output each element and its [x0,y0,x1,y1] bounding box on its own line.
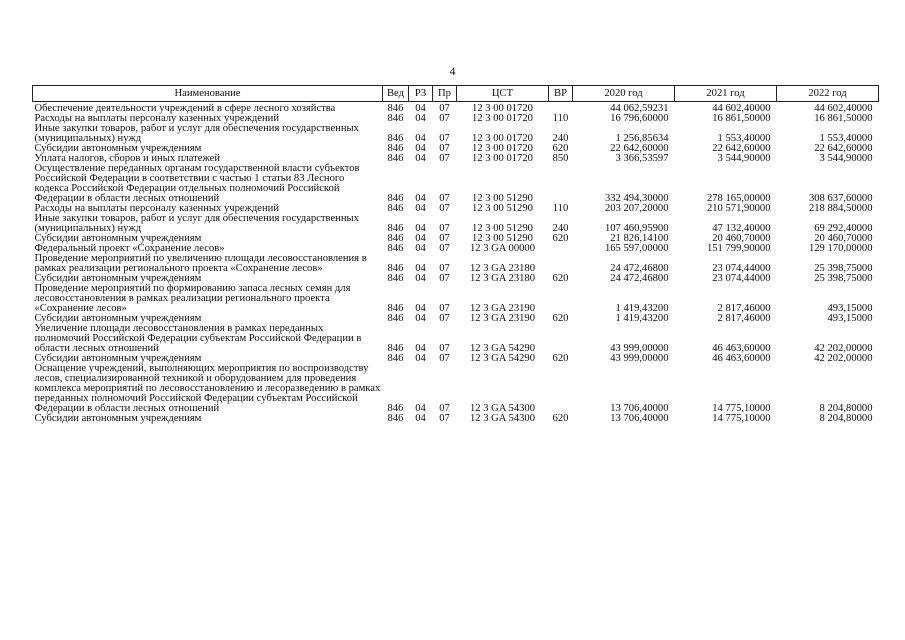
header-cst: ЦСТ [457,86,549,102]
row-name: Субсидии автономным учреждениям [34,353,202,364]
row-pr: 07 [439,343,450,354]
row-amount-2021: 2 817,46000 [717,303,771,314]
row-cst: 12 3 GA 54290 [469,343,536,354]
row-name: Субсидии автономным учреждениям [34,273,202,284]
row-vr: 110 [552,113,569,124]
row-name: Оснащение учреждений, выполняющих мероприятия по воспроизводству лесов, специализированной техникой и оборудованием для проведения комплекса мероприятий по лесовосстановлению и лесоразведению в рамках переданных полномочий Российской Федерации субъектам Российской Федерации в области лесных отношений [34,363,381,414]
row-amount-2022: 20 460,70000 [814,233,873,244]
row-amount-2021: 20 460,70000 [712,233,771,244]
row-ved: 846 [387,343,404,354]
row-ved: 846 [387,313,404,324]
row-rz: 04 [415,343,426,354]
row-vr: 620 [552,313,569,324]
row-amount-2021: 1 553,40000 [717,133,771,144]
row-name: Обеспечение деятельности учреждений в сфере лесного хозяйства [34,103,336,114]
row-rz: 04 [415,353,426,364]
row-amount-2021: 2 817,46000 [717,313,771,324]
row-amount-2022: 493,15000 [827,303,873,314]
row-pr: 07 [439,223,450,234]
row-amount-2022: 25 398,75000 [814,263,873,274]
row-amount-2020: 1 256,85634 [615,133,669,144]
header-vr: ВР [549,86,573,102]
row-rz: 04 [415,303,426,314]
row-vr [549,254,573,274]
row-rz: 04 [415,103,426,114]
row-name: Федеральный проект «Сохранение лесов» [34,243,225,254]
row-amount-2021: 278 165,00000 [706,193,771,204]
row-amount-2022: 308 637,60000 [808,193,873,204]
row-rz: 04 [415,143,426,154]
row-name: Расходы на выплаты персоналу казенных учреждений [34,113,279,124]
row-ved: 846 [387,403,404,414]
row-name: Иные закупки товаров, работ и услуг для обеспечения государственных (муниципальных) нужд [34,213,359,234]
row-rz: 04 [415,413,426,424]
table-row [33,284,879,314]
row-amount-2020: 165 597,00000 [604,243,669,254]
row-amount-2020: 43 999,00000 [610,353,669,364]
row-amount-2020: 44 062,59231 [610,103,669,114]
row-ved: 846 [387,203,404,214]
table-row [33,254,879,274]
header-ved: Вед [383,86,409,102]
row-amount-2022: 1 553,40000 [819,133,873,144]
row-amount-2022: 8 204,80000 [819,403,873,414]
row-cst: 12 3 00 01720 [472,113,533,124]
table-header-row [33,86,879,102]
row-amount-2020: 24 472,46800 [610,263,669,274]
table-row [33,324,879,354]
header-2022: 2022 год [777,86,879,102]
row-ved: 846 [387,233,404,244]
row-name: Субсидии автономным учреждениям [34,413,202,424]
row-rz: 04 [415,403,426,414]
row-rz: 04 [415,133,426,144]
row-amount-2020: 43 999,00000 [610,343,669,354]
row-rz: 04 [415,243,426,254]
row-amount-2021: 14 775,10000 [712,413,771,424]
row-name: Расходы на выплаты персоналу казенных учреждений [34,203,279,214]
row-amount-2022: 25 398,75000 [814,273,873,284]
row-amount-2020: 13 706,40000 [610,403,669,414]
row-amount-2022: 22 642,60000 [814,143,873,154]
row-amount-2021: 23 074,44000 [712,263,771,274]
row-cst: 12 3 00 51290 [472,203,533,214]
row-rz: 04 [415,273,426,284]
row-pr: 07 [439,273,450,284]
row-ved: 846 [387,143,404,154]
row-name: Осуществление переданных органам государственной власти субъектов Российской Федерации в соответствии с частью 1 статьи 83 Лесного кодекса Российской Федерации отдельных полномочий Российской Федерации в области лесных отношений [34,163,360,204]
row-amount-2020: 3 366,53597 [615,153,669,164]
row-pr: 07 [439,303,450,314]
row-pr: 07 [439,113,450,124]
row-amount-2021: 47 132,40000 [712,223,771,234]
row-name: Иные закупки товаров, работ и услуг для обеспечения государственных (муниципальных) нужд [34,123,359,144]
row-cst: 12 3 GA 23190 [469,303,536,314]
row-pr: 07 [439,193,450,204]
row-ved: 846 [387,303,404,314]
row-pr: 07 [439,143,450,154]
row-cst: 12 3 00 01720 [472,103,533,114]
row-name: Увеличение площади лесовосстановления в рамках переданных полномочий Российской Федерации субъектам Российской Федерации в области лесных отношений [34,323,362,354]
row-name: Проведение мероприятий по увеличению площади лесовосстановления в рамках реализации регионального проекта «Сохранение лесов» [34,253,367,274]
row-name: Проведение мероприятий по формированию запаса лесных семян для лесовосстановления в рамках реализации регионального проекта «Сохранение лесов» [34,283,351,314]
header-name: Наименование [33,86,383,102]
row-ved: 846 [387,223,404,234]
row-amount-2020: 1 419,43200 [615,303,669,314]
row-cst: 12 3 GA 23190 [469,313,536,324]
row-cst: 12 3 00 01720 [472,143,533,154]
row-rz: 04 [415,313,426,324]
row-ved: 846 [387,193,404,204]
row-name: Субсидии автономным учреждениям [34,313,202,324]
header-2021: 2021 год [675,86,777,102]
row-pr: 07 [439,413,450,424]
row-cst: 12 3 GA 54290 [469,353,536,364]
row-cst: 12 3 GA 54300 [469,403,536,414]
row-cst: 12 3 GA 23180 [469,263,536,274]
row-pr: 07 [439,263,450,274]
row-amount-2021: 16 861,50000 [712,113,771,124]
row-amount-2020: 24 472,46800 [610,273,669,284]
row-amount-2022: 69 292,40000 [814,223,873,234]
row-vr: 620 [552,233,569,244]
header-pr: Пр [433,86,457,102]
row-vr [549,284,573,314]
row-amount-2021: 22 642,60000 [712,143,771,154]
row-vr: 620 [552,143,569,154]
row-pr: 07 [439,233,450,244]
row-name: Субсидии автономным учреждениям [34,233,202,244]
row-ved: 846 [387,273,404,284]
row-ved: 846 [387,153,404,164]
row-amount-2021: 46 463,60000 [712,353,771,364]
row-ved: 846 [387,113,404,124]
row-amount-2021: 14 775,10000 [712,403,771,414]
row-vr: 110 [552,203,569,214]
row-amount-2021: 3 544,90000 [717,153,771,164]
row-vr [549,364,573,414]
row-amount-2022: 3 544,90000 [819,153,873,164]
table-row [33,124,879,144]
header-rz: РЗ [409,86,433,102]
table-row [33,164,879,204]
row-pr: 07 [439,133,450,144]
row-amount-2022: 129 170,00000 [808,243,873,254]
row-cst: 12 3 00 51290 [472,193,533,204]
row-pr: 07 [439,153,450,164]
row-ved: 846 [387,133,404,144]
row-amount-2021: 23 074,44000 [712,273,771,284]
row-amount-2020: 21 826,14100 [610,233,669,244]
row-vr: 240 [552,223,569,234]
row-pr: 07 [439,203,450,214]
table-row [33,414,879,424]
row-cst: 12 3 00 01720 [472,153,533,164]
row-vr: 240 [552,133,569,144]
row-cst: 12 3 00 51290 [472,233,533,244]
row-amount-2022: 42 202,00000 [814,353,873,364]
row-amount-2022: 16 861,50000 [814,113,873,124]
row-ved: 846 [387,413,404,424]
table-row [33,214,879,234]
budget-table [32,85,879,424]
row-rz: 04 [415,203,426,214]
row-amount-2020: 332 494,30000 [604,193,669,204]
row-amount-2020: 203 207,20000 [604,203,669,214]
row-rz: 04 [415,263,426,274]
row-amount-2020: 13 706,40000 [610,413,669,424]
row-amount-2021: 210 571,90000 [706,203,771,214]
row-pr: 07 [439,353,450,364]
table-row [33,364,879,414]
row-pr: 07 [439,243,450,254]
row-vr: 620 [552,413,569,424]
row-ved: 846 [387,263,404,274]
row-vr [549,324,573,354]
row-amount-2020: 22 642,60000 [610,143,669,154]
row-pr: 07 [439,403,450,414]
row-rz: 04 [415,193,426,204]
row-rz: 04 [415,113,426,124]
row-ved: 846 [387,243,404,254]
row-cst: 12 3 GA 00000 [469,243,536,254]
row-name: Субсидии автономным учреждениям [34,143,202,154]
row-ved: 846 [387,103,404,114]
row-amount-2020: 16 796,60000 [610,113,669,124]
row-amount-2022: 8 204,80000 [819,413,873,424]
row-amount-2020: 107 460,95900 [604,223,669,234]
row-rz: 04 [415,223,426,234]
row-rz: 04 [415,153,426,164]
row-amount-2021: 44 602,40000 [712,103,771,114]
row-amount-2022: 493,15000 [827,313,873,324]
row-vr: 620 [552,273,569,284]
row-amount-2021: 151 799,90000 [706,243,771,254]
row-amount-2022: 42 202,00000 [814,343,873,354]
row-vr [549,244,573,254]
page-number: 4 [449,64,456,78]
row-ved: 846 [387,353,404,364]
row-amount-2021: 46 463,60000 [712,343,771,354]
row-amount-2020: 1 419,43200 [615,313,669,324]
row-pr: 07 [439,313,450,324]
row-name: Уплата налогов, сборов и иных платежей [34,153,221,164]
row-amount-2022: 218 884,50000 [808,203,873,214]
row-amount-2022: 44 602,40000 [814,103,873,114]
row-pr: 07 [439,103,450,114]
row-cst: 12 3 00 01720 [472,133,533,144]
row-vr: 850 [552,153,569,164]
row-cst: 12 3 GA 54300 [469,413,536,424]
row-vr [549,164,573,204]
header-2020: 2020 год [573,86,675,102]
row-vr: 620 [552,353,569,364]
row-cst: 12 3 GA 23180 [469,273,536,284]
row-rz: 04 [415,233,426,244]
row-cst: 12 3 00 51290 [472,223,533,234]
